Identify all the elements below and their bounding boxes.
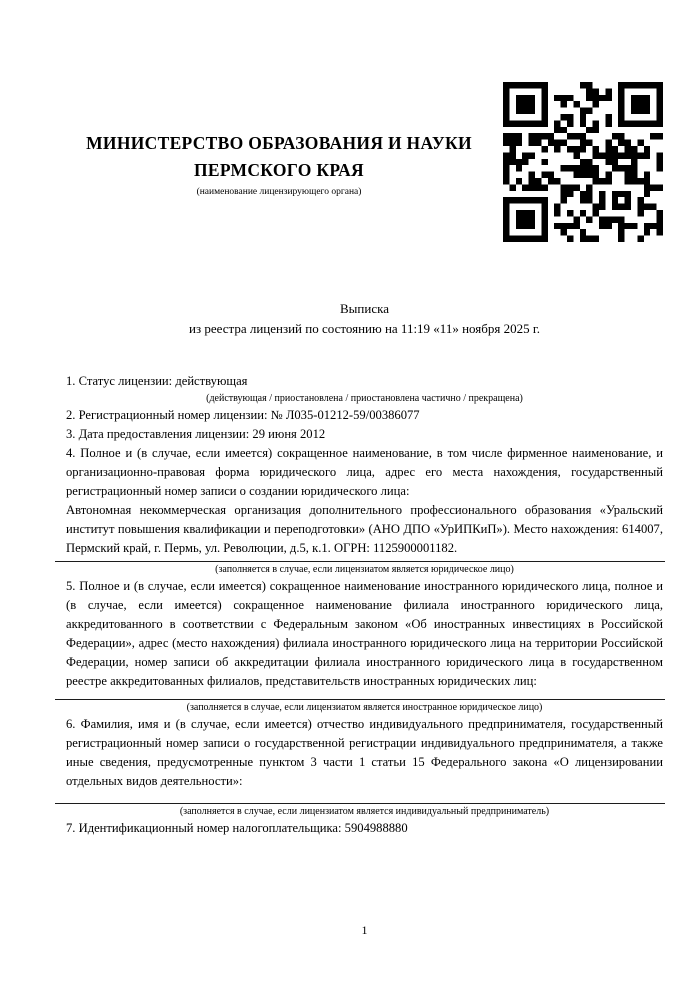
document-title-line1: Выписка [340,301,389,316]
item-registration-number: 2. Регистрационный номер лицензии: № Л035-01212-59/00386077 [66,408,420,422]
fill-in-rule-foreign-entity [55,699,665,700]
item-legal-entity-label: 4. Полное и (в случае, если имеется) сокращенное наименование, в том числе фирменное наименование, и организационно-правовая форма юридического лица, адрес его места нахождения, государственный регистрационный номер записи о создании юридического лица: [66,446,663,498]
item-foreign-entity-label: 5. Полное и (в случае, если имеется) сокращенное наименование иностранного юридического лица, полное и (в случае, если имеется) сокращенное наименование филиала иностранного юридического лица, аккредитованного в соответствии с Федеральным законом «Об иностранных инвестициях в Российской Федерации», адрес (место нахождения) филиала иностранного юридического лица на территории Российской Федерации, номер записи об аккредитации филиала иностранного юридического лица в государственном реестре аккредитованных филиалов, представительств иностранных юридических лиц: [66,579,663,688]
fill-in-rule-entrepreneur [55,803,665,804]
item-license-status-caption: (действующая / приостановлена / приостановлена частично / прекращена) [206,393,523,404]
authority-name-line2: ПЕРМСКОГО КРАЯ [194,160,364,180]
licensing-authority-header [64,130,494,197]
item-license-status: 1. Статус лицензии: действующая [66,374,248,388]
authority-caption: (наименование лицензирующего органа) [196,187,362,197]
item-grant-date: 3. Дата предоставления лицензии: 29 июня 2012 [66,427,326,441]
rule-caption-legal-entity: (заполняется в случае, если лицензиатом является юридическое лицо) [215,564,514,575]
item-entrepreneur-label: 6. Фамилия, имя и (в случае, если имеется) отчество индивидуального предпринимателя, государственный регистрационный номер записи о государственной регистрации индивидуального предпринимателя, а также иные сведения, предусмотренные пунктом 3 части 1 статьи 15 Федерального закона «О лицензировании отдельных видов деятельности»: [66,717,663,788]
rule-caption-entrepreneur: (заполняется в случае, если лицензиатом является индивидуальный предприниматель) [179,806,550,817]
item-legal-entity-value: Автономная некоммерческая организация дополнительного профессионального образования «Уральский институт повышения квалификации и переподготовки» (АНО ДПО «УрИПКиП»). Место нахождения: 614007, Пермский край, г. Пермь, ул. Революции, д.5, к.1. ОГРН: 1125900001182. [66,503,663,555]
qr-code-icon [503,82,663,242]
document-title [66,299,663,339]
document-body [66,372,663,838]
authority-name-line1: МИНИСТЕРСТВО ОБРАЗОВАНИЯ И НАУКИ [86,133,472,153]
document-title-line2: из реестра лицензий по состоянию на 11:19 «11» ноября 2025 г. [189,321,540,336]
page-number: 1 [361,923,368,937]
rule-caption-foreign-entity: (заполняется в случае, если лицензиатом является иностранное юридическое лицо) [186,702,543,713]
fill-in-rule-legal-entity [55,561,665,562]
item-taxpayer-number: 7. Идентификационный номер налогоплательщика: 5904988880 [66,821,408,835]
